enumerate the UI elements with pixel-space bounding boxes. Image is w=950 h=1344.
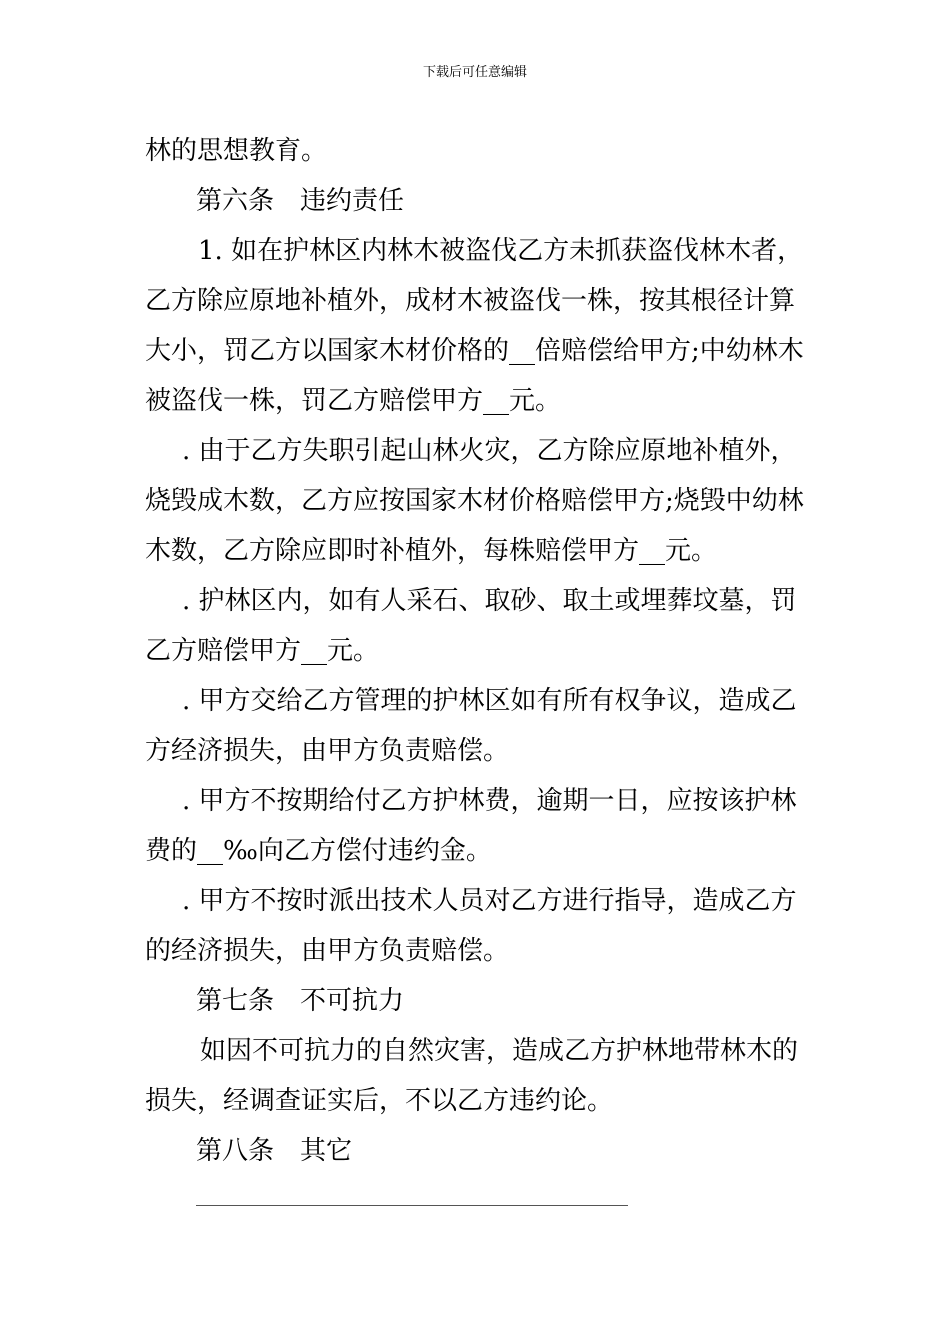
text-line: . 护林区内，如有人采石、取砂、取土或埋葬坟墓，罚	[182, 586, 797, 616]
text-line: . 甲方交给乙方管理的护林区如有所有权争议，造成乙	[182, 686, 797, 716]
text-line: 如因不可抗力的自然灾害，造成乙方护林地带林木的	[200, 1036, 799, 1066]
text-line: . 甲方不按期给付乙方护林费，逾期一日，应按该护林	[182, 786, 797, 816]
text-line: 方经济损失，由甲方负责赔偿。	[145, 736, 510, 766]
article-title: 违约责任	[300, 186, 405, 216]
article-title: 其它	[300, 1136, 353, 1166]
text-line: 的经济损失，由甲方负责赔偿。	[145, 936, 510, 966]
text-line: 木数，乙方除应即时补植外，每株赔偿甲方__元。	[145, 536, 718, 566]
text-line: 损失，经调查证实后，不以乙方违约论。	[145, 1086, 614, 1116]
page-header: 下载后可任意编辑	[422, 65, 527, 80]
article-heading-7	[196, 984, 404, 1018]
text-line: 乙方赔偿甲方__元。	[145, 636, 380, 666]
article-number: 第七条	[196, 986, 275, 1016]
text-line: 被盗伐一株，罚乙方赔偿甲方__元。	[145, 386, 562, 416]
article-number: 第八条	[196, 1136, 275, 1166]
text-line: 1. 如在护林区内林木被盗伐乙方未抓获盗伐林木者，	[198, 236, 804, 266]
text-line: . 甲方不按时派出技术人员对乙方进行指导，造成乙方	[182, 886, 797, 916]
article-heading-6	[196, 184, 404, 218]
text-line: . 由于乙方失职引起山林火灾，乙方除应原地补植外，	[182, 436, 797, 466]
article-title: 不可抗力	[300, 986, 405, 1016]
article-number: 第六条	[196, 186, 275, 216]
text-line: 费的__‰向乙方偿付违约金。	[145, 836, 492, 866]
article-heading-8	[196, 1134, 352, 1168]
text-line: 烧毁成木数，乙方应按国家木材价格赔偿甲方;烧毁中幼林	[145, 486, 804, 516]
divider-line	[196, 1205, 628, 1206]
text-line: 大小，罚乙方以国家木材价格的__倍赔偿给甲方;中幼林木	[145, 336, 804, 366]
text-line: 乙方除应原地补植外，成材木被盗伐一株，按其根径计算	[145, 286, 796, 316]
text-line: 林的思想教育。	[145, 136, 328, 166]
